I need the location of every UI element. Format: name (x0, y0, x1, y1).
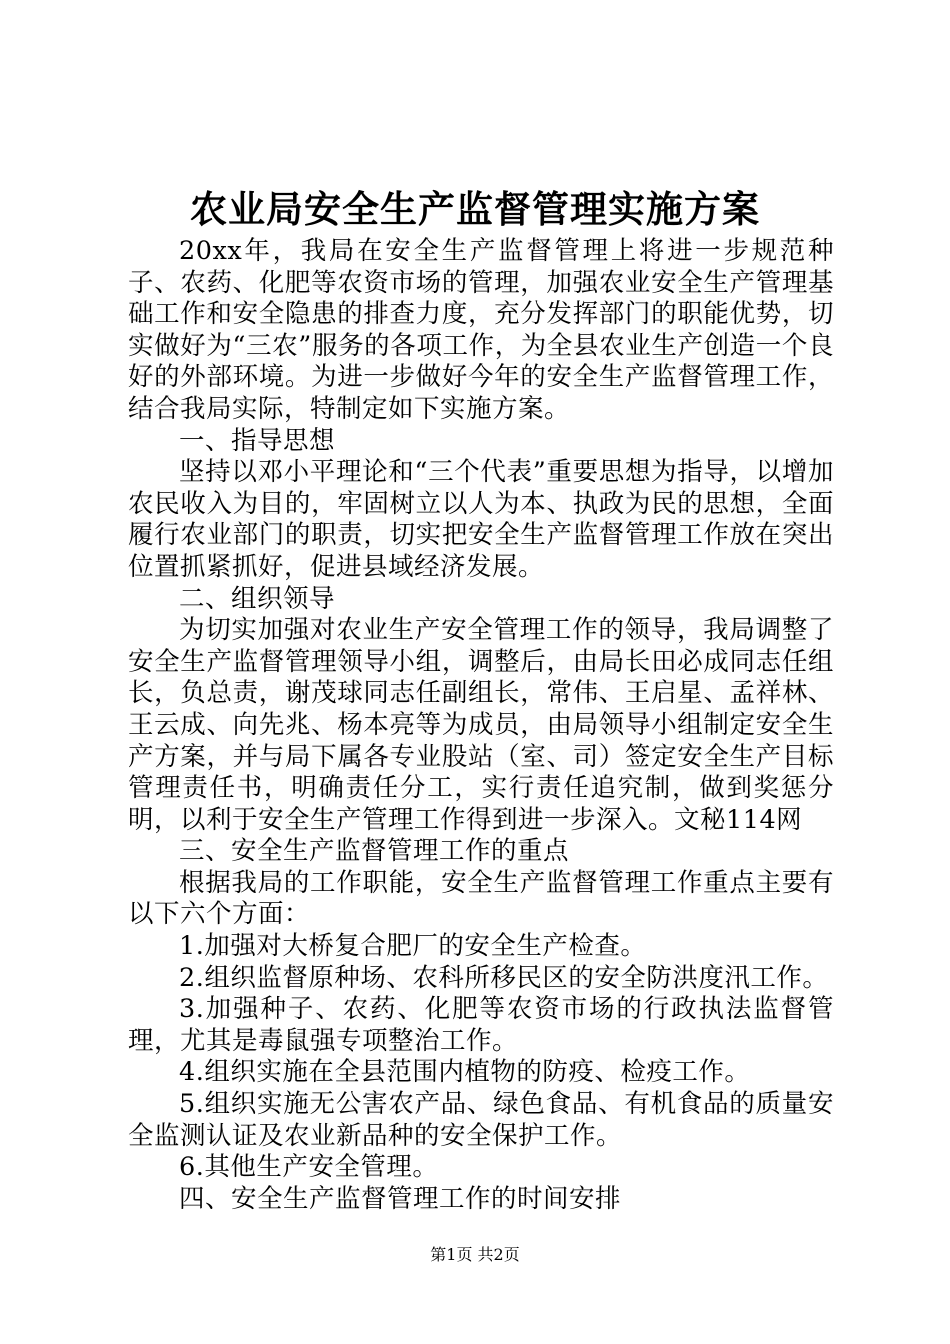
key-point-item-4: 4.组织实施在全县范围内植物的防疫、检疫工作。 (179, 1057, 751, 1088)
page-number-footer: 第1页 共2页 (430, 1245, 520, 1264)
document-body (128, 236, 834, 1215)
key-point-item-6: 6.其他生产安全管理。 (179, 1152, 439, 1183)
key-point-item-5: 5.组织实施无公害农产品、绿色食品、有机食品的质量安全监测认证及农业新品种的安全保护工作。 (128, 1089, 834, 1151)
section-heading-organization-leadership: 二、组织领导 (179, 583, 336, 614)
key-point-item-2: 2.组织监督原种场、农科所移民区的安全防洪度汛工作。 (179, 962, 829, 993)
key-point-item-3: 3.加强种子、农药、化肥等农资市场的行政执法监督管理，尤其是毒鼠强专项整治工作。 (128, 994, 834, 1056)
document-title: 农业局安全生产监督管理实施方案 (190, 187, 760, 231)
intro-paragraph: 20xx年，我局在安全生产监督管理上将进一步规范种子、农药、化肥等农资市场的管理，加强农业安全生产管理基础工作和安全隐患的排查力度，充分发挥部门的职能优势，切实做好为“三农”服务的各项工作，为全县农业生产创造一个良好的外部环境。为进一步做好今年的安全生产监督管理工作，结合我局实际，特制定如下实施方案。 (128, 236, 834, 424)
guiding-ideology-paragraph: 坚持以邓小平理论和“三个代表”重要思想为指导，以增加农民收入为目的，牢固树立以人为本、执政为民的思想，全面履行农业部门的职责，切实把安全生产监督管理工作放在突出位置抓紧抓好，促进县域经济发展。 (128, 457, 834, 582)
key-point-item-1: 1.加强对大桥复合肥厂的安全生产检查。 (179, 931, 647, 962)
section-heading-guiding-ideology: 一、指导思想 (179, 425, 336, 456)
section-heading-key-points: 三、安全生产监督管理工作的重点 (179, 836, 570, 867)
key-points-intro-paragraph: 根据我局的工作职能，安全生产监督管理工作重点主要有以下六个方面： (128, 867, 834, 930)
organization-leadership-paragraph: 为切实加强对农业生产安全管理工作的领导，我局调整了安全生产监督管理领导小组，调整后，由局长田必成同志任组长，负总责，谢茂球同志任副组长，常伟、王启星、孟祥林、王云成、向先兆、杨本亮等为成员，由局领导小组制定安全生产方案，并与局下属各专业股站（室、司）签定安全生产目标管理责任书，明确责任分工，实行责任追究制，做到奖惩分明，以利于安全生产管理工作得到进一步深入。文秘114网 (128, 615, 834, 835)
section-heading-schedule: 四、安全生产监督管理工作的时间安排 (179, 1183, 622, 1214)
